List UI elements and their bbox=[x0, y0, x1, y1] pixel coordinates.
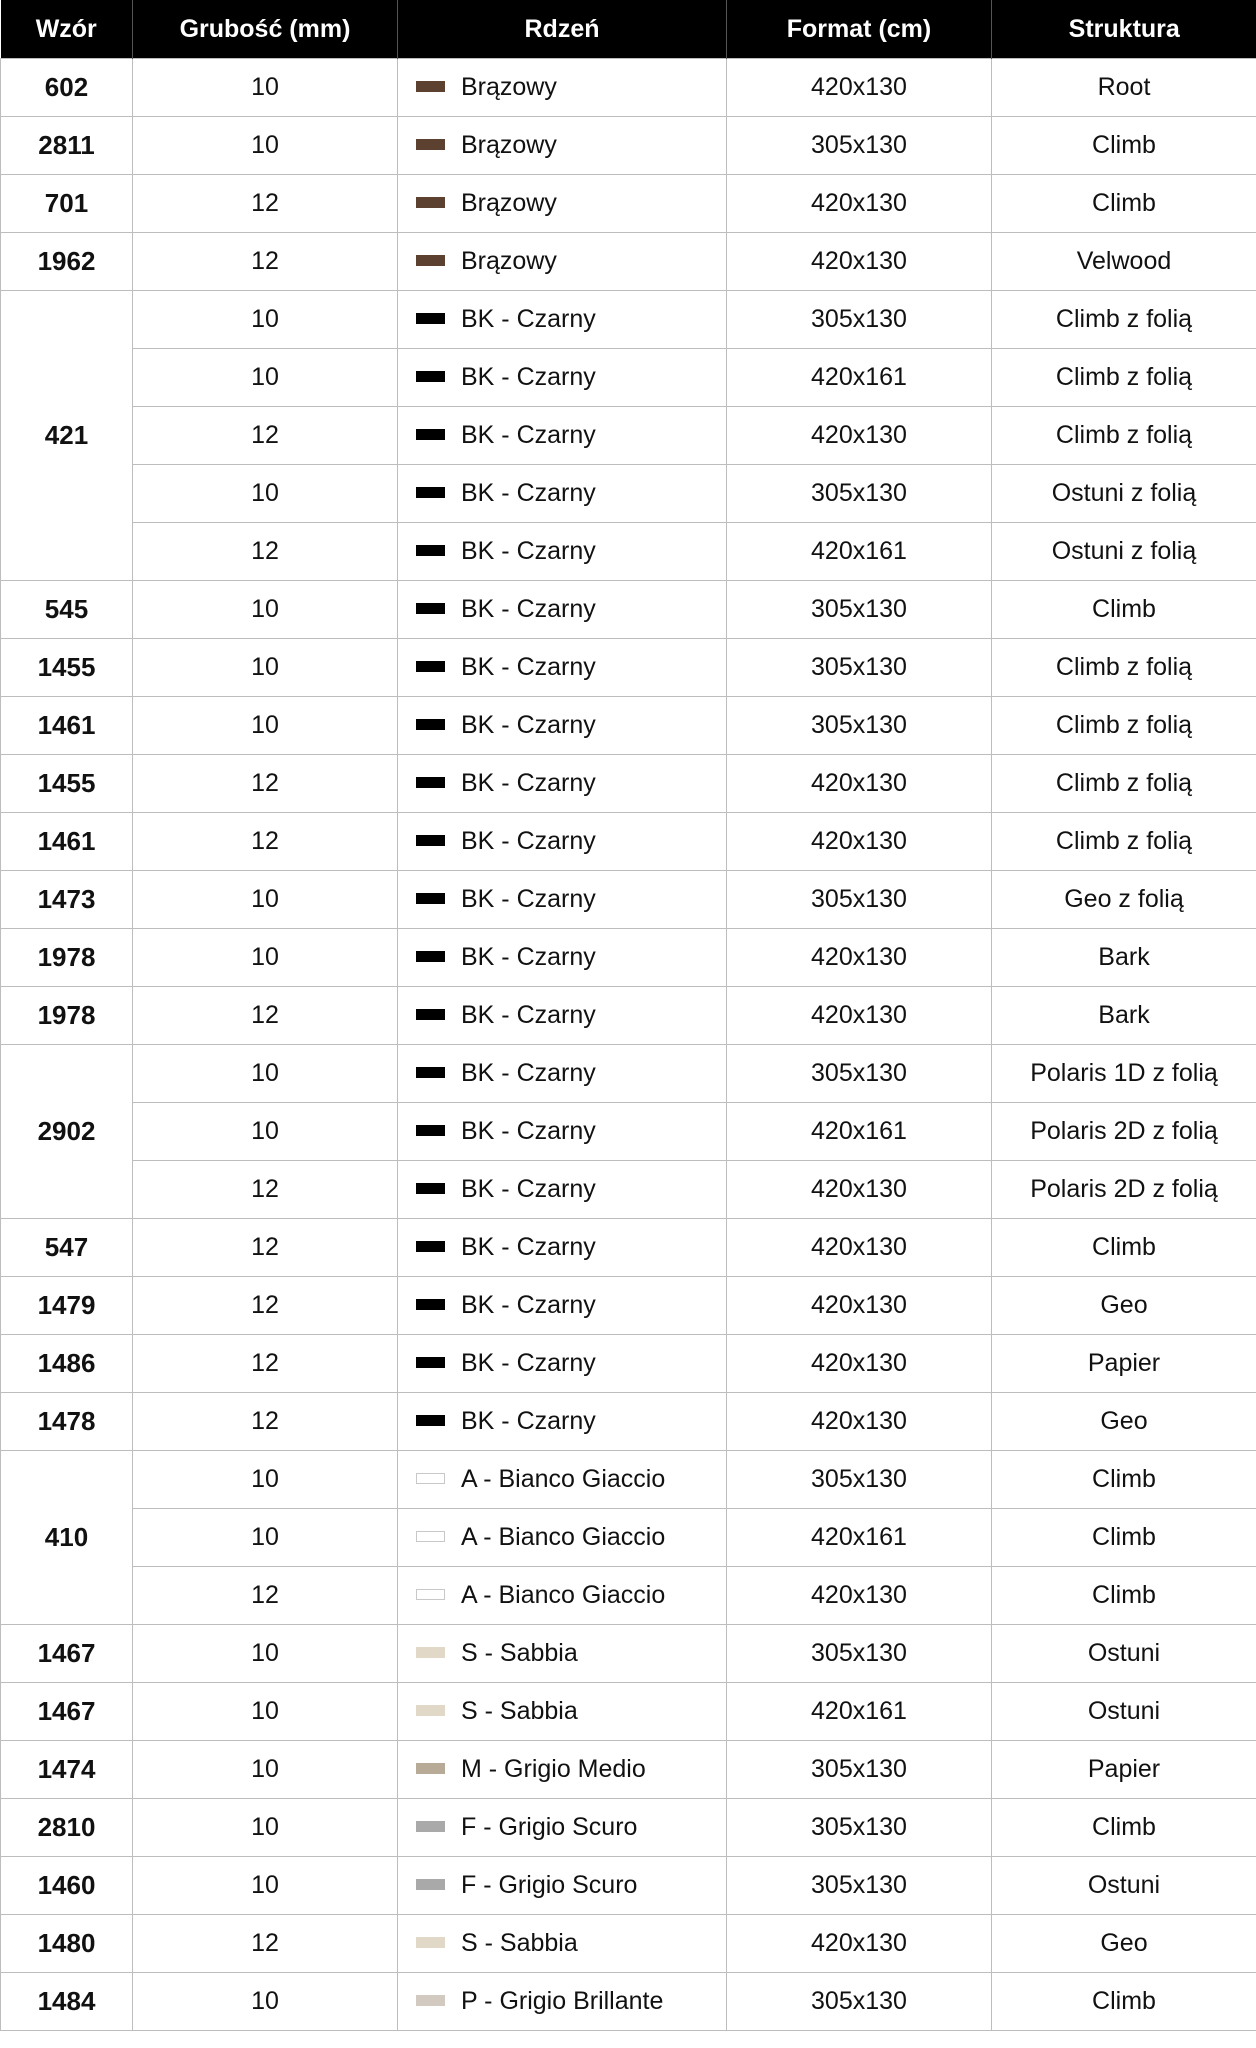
rdzen-cell bbox=[398, 465, 727, 523]
struktura-cell: Climb z folią bbox=[992, 407, 1256, 465]
grubosc-cell: 10 bbox=[133, 1045, 398, 1103]
table-row bbox=[1, 1625, 1256, 1683]
grubosc-cell: 10 bbox=[133, 929, 398, 987]
table-row bbox=[1, 1161, 1256, 1219]
grubosc-cell: 10 bbox=[133, 639, 398, 697]
struktura-cell: Papier bbox=[992, 1335, 1256, 1393]
table-row bbox=[1, 1277, 1256, 1335]
struktura-cell: Climb z folią bbox=[992, 291, 1256, 349]
wzor-cell: 1978 bbox=[1, 987, 133, 1045]
rdzen-label: BK - Czarny bbox=[461, 1175, 596, 1203]
rdzen-label: Brązowy bbox=[461, 189, 557, 217]
wzor-cell: 1461 bbox=[1, 697, 133, 755]
format-cell: 420x130 bbox=[727, 929, 992, 987]
core-color-swatch bbox=[416, 1879, 445, 1890]
struktura-cell: Polaris 1D z folią bbox=[992, 1045, 1256, 1103]
struktura-cell: Climb bbox=[992, 1509, 1256, 1567]
wzor-cell: 1480 bbox=[1, 1915, 133, 1973]
table-row bbox=[1, 523, 1256, 581]
core-color-swatch bbox=[416, 1705, 445, 1716]
grubosc-cell: 10 bbox=[133, 349, 398, 407]
core-color-swatch bbox=[416, 487, 445, 498]
format-cell: 305x130 bbox=[727, 1799, 992, 1857]
format-cell: 305x130 bbox=[727, 117, 992, 175]
grubosc-cell: 12 bbox=[133, 813, 398, 871]
struktura-cell: Climb z folią bbox=[992, 813, 1256, 871]
format-cell: 420x161 bbox=[727, 1683, 992, 1741]
format-cell: 305x130 bbox=[727, 1451, 992, 1509]
table-row bbox=[1, 1103, 1256, 1161]
wzor-cell: 1978 bbox=[1, 929, 133, 987]
rdzen-cell bbox=[398, 1277, 727, 1335]
core-color-swatch bbox=[416, 1125, 445, 1136]
rdzen-cell bbox=[398, 1857, 727, 1915]
struktura-cell: Ostuni z folią bbox=[992, 465, 1256, 523]
struktura-cell: Papier bbox=[992, 1741, 1256, 1799]
core-color-swatch bbox=[416, 1183, 445, 1194]
rdzen-label: A - Bianco Giaccio bbox=[461, 1523, 666, 1551]
table-row bbox=[1, 117, 1256, 175]
format-cell: 305x130 bbox=[727, 1741, 992, 1799]
rdzen-label: S - Sabbia bbox=[461, 1697, 578, 1725]
format-cell: 420x161 bbox=[727, 1509, 992, 1567]
grubosc-cell: 10 bbox=[133, 1973, 398, 2031]
table-row bbox=[1, 813, 1256, 871]
table-row bbox=[1, 1567, 1256, 1625]
rdzen-label: BK - Czarny bbox=[461, 1291, 596, 1319]
struktura-cell: Ostuni bbox=[992, 1683, 1256, 1741]
table-row bbox=[1, 1799, 1256, 1857]
grubosc-cell: 10 bbox=[133, 1799, 398, 1857]
struktura-cell: Ostuni bbox=[992, 1625, 1256, 1683]
grubosc-cell: 12 bbox=[133, 1219, 398, 1277]
core-color-swatch bbox=[416, 371, 445, 382]
table-row bbox=[1, 175, 1256, 233]
format-cell: 305x130 bbox=[727, 1625, 992, 1683]
rdzen-cell bbox=[398, 813, 727, 871]
core-color-swatch bbox=[416, 313, 445, 324]
header-row bbox=[1, 0, 1256, 59]
struktura-cell: Polaris 2D z folią bbox=[992, 1161, 1256, 1219]
struktura-cell: Climb z folią bbox=[992, 755, 1256, 813]
grubosc-cell: 12 bbox=[133, 1567, 398, 1625]
rdzen-label: BK - Czarny bbox=[461, 1233, 596, 1261]
rdzen-cell bbox=[398, 755, 727, 813]
format-cell: 305x130 bbox=[727, 1973, 992, 2031]
rdzen-label: BK - Czarny bbox=[461, 363, 596, 391]
grubosc-cell: 12 bbox=[133, 523, 398, 581]
grubosc-cell: 12 bbox=[133, 987, 398, 1045]
rdzen-label: BK - Czarny bbox=[461, 1001, 596, 1029]
wzor-cell: 2811 bbox=[1, 117, 133, 175]
header-wzor: Wzór bbox=[1, 0, 133, 59]
rdzen-label: A - Bianco Giaccio bbox=[461, 1581, 666, 1609]
table-row bbox=[1, 407, 1256, 465]
rdzen-cell bbox=[398, 1799, 727, 1857]
struktura-cell: Climb bbox=[992, 1973, 1256, 2031]
core-color-swatch bbox=[416, 1299, 445, 1310]
core-color-swatch bbox=[416, 139, 445, 150]
wzor-cell: 602 bbox=[1, 59, 133, 117]
table-row bbox=[1, 1741, 1256, 1799]
struktura-cell: Climb bbox=[992, 1451, 1256, 1509]
wzor-cell: 547 bbox=[1, 1219, 133, 1277]
struktura-cell: Geo bbox=[992, 1915, 1256, 1973]
grubosc-cell: 12 bbox=[133, 1277, 398, 1335]
format-cell: 420x130 bbox=[727, 1277, 992, 1335]
wzor-cell: 410 bbox=[1, 1451, 133, 1625]
struktura-cell: Climb bbox=[992, 1219, 1256, 1277]
rdzen-cell bbox=[398, 987, 727, 1045]
rdzen-label: BK - Czarny bbox=[461, 537, 596, 565]
table-row bbox=[1, 1045, 1256, 1103]
header-grubosc: Grubość (mm) bbox=[133, 0, 398, 59]
grubosc-cell: 10 bbox=[133, 697, 398, 755]
struktura-cell: Climb bbox=[992, 581, 1256, 639]
table-row bbox=[1, 349, 1256, 407]
rdzen-cell bbox=[398, 697, 727, 755]
format-cell: 420x130 bbox=[727, 755, 992, 813]
core-color-swatch bbox=[416, 603, 445, 614]
wzor-cell: 1478 bbox=[1, 1393, 133, 1451]
rdzen-label: BK - Czarny bbox=[461, 1407, 596, 1435]
core-color-swatch bbox=[416, 545, 445, 556]
rdzen-label: BK - Czarny bbox=[461, 1059, 596, 1087]
rdzen-cell bbox=[398, 1683, 727, 1741]
rdzen-cell bbox=[398, 1103, 727, 1161]
rdzen-label: F - Grigio Scuro bbox=[461, 1871, 638, 1899]
grubosc-cell: 10 bbox=[133, 465, 398, 523]
format-cell: 305x130 bbox=[727, 1045, 992, 1103]
core-color-swatch bbox=[416, 1589, 445, 1600]
wzor-cell: 1460 bbox=[1, 1857, 133, 1915]
rdzen-label: BK - Czarny bbox=[461, 885, 596, 913]
rdzen-cell bbox=[398, 233, 727, 291]
wzor-cell: 1455 bbox=[1, 639, 133, 697]
format-cell: 420x130 bbox=[727, 1161, 992, 1219]
rdzen-label: BK - Czarny bbox=[461, 595, 596, 623]
rdzen-label: BK - Czarny bbox=[461, 943, 596, 971]
format-cell: 420x130 bbox=[727, 175, 992, 233]
format-cell: 420x130 bbox=[727, 987, 992, 1045]
core-color-swatch bbox=[416, 1531, 445, 1542]
wzor-cell: 1486 bbox=[1, 1335, 133, 1393]
wzor-cell: 2902 bbox=[1, 1045, 133, 1219]
core-color-swatch bbox=[416, 1473, 445, 1484]
struktura-cell: Climb bbox=[992, 1567, 1256, 1625]
format-cell: 420x130 bbox=[727, 1567, 992, 1625]
rdzen-cell bbox=[398, 59, 727, 117]
rdzen-cell bbox=[398, 581, 727, 639]
grubosc-cell: 10 bbox=[133, 871, 398, 929]
table-row bbox=[1, 1915, 1256, 1973]
rdzen-label: BK - Czarny bbox=[461, 711, 596, 739]
core-color-swatch bbox=[416, 1995, 445, 2006]
table-row bbox=[1, 1393, 1256, 1451]
wzor-cell: 1461 bbox=[1, 813, 133, 871]
core-color-swatch bbox=[416, 255, 445, 266]
grubosc-cell: 12 bbox=[133, 1335, 398, 1393]
rdzen-cell bbox=[398, 929, 727, 987]
core-color-swatch bbox=[416, 1763, 445, 1774]
rdzen-cell bbox=[398, 1219, 727, 1277]
format-cell: 305x130 bbox=[727, 697, 992, 755]
rdzen-cell bbox=[398, 1335, 727, 1393]
rdzen-cell bbox=[398, 639, 727, 697]
wzor-cell: 1479 bbox=[1, 1277, 133, 1335]
format-cell: 305x130 bbox=[727, 291, 992, 349]
core-color-swatch bbox=[416, 661, 445, 672]
struktura-cell: Bark bbox=[992, 987, 1256, 1045]
table-row bbox=[1, 1509, 1256, 1567]
rdzen-cell bbox=[398, 1509, 727, 1567]
table-row bbox=[1, 581, 1256, 639]
format-cell: 420x161 bbox=[727, 523, 992, 581]
header-struktura: Struktura bbox=[992, 0, 1256, 59]
struktura-cell: Polaris 2D z folią bbox=[992, 1103, 1256, 1161]
table-row bbox=[1, 1857, 1256, 1915]
rdzen-cell bbox=[398, 1393, 727, 1451]
rdzen-cell bbox=[398, 1045, 727, 1103]
grubosc-cell: 12 bbox=[133, 1915, 398, 1973]
core-color-swatch bbox=[416, 1241, 445, 1252]
rdzen-label: Brązowy bbox=[461, 247, 557, 275]
core-color-swatch bbox=[416, 719, 445, 730]
rdzen-cell bbox=[398, 1567, 727, 1625]
table-row bbox=[1, 871, 1256, 929]
struktura-cell: Ostuni z folią bbox=[992, 523, 1256, 581]
wzor-cell: 1455 bbox=[1, 755, 133, 813]
table-row bbox=[1, 1683, 1256, 1741]
struktura-cell: Root bbox=[992, 59, 1256, 117]
table-body bbox=[1, 59, 1256, 2031]
struktura-cell: Climb z folią bbox=[992, 697, 1256, 755]
format-cell: 420x130 bbox=[727, 1219, 992, 1277]
struktura-cell: Velwood bbox=[992, 233, 1256, 291]
wzor-cell: 1467 bbox=[1, 1625, 133, 1683]
struktura-cell: Geo bbox=[992, 1393, 1256, 1451]
wzor-cell: 1467 bbox=[1, 1683, 133, 1741]
header-rdzen: Rdzeń bbox=[398, 0, 727, 59]
rdzen-label: S - Sabbia bbox=[461, 1639, 578, 1667]
rdzen-label: BK - Czarny bbox=[461, 653, 596, 681]
wzor-cell: 1473 bbox=[1, 871, 133, 929]
grubosc-cell: 10 bbox=[133, 1103, 398, 1161]
core-color-swatch bbox=[416, 1647, 445, 1658]
table-row bbox=[1, 233, 1256, 291]
format-cell: 305x130 bbox=[727, 581, 992, 639]
rdzen-cell bbox=[398, 1625, 727, 1683]
table-row bbox=[1, 59, 1256, 117]
format-cell: 420x130 bbox=[727, 233, 992, 291]
format-cell: 420x130 bbox=[727, 407, 992, 465]
rdzen-cell bbox=[398, 1451, 727, 1509]
core-color-swatch bbox=[416, 835, 445, 846]
format-cell: 305x130 bbox=[727, 871, 992, 929]
struktura-cell: Bark bbox=[992, 929, 1256, 987]
struktura-cell: Climb z folią bbox=[992, 349, 1256, 407]
wzor-cell: 545 bbox=[1, 581, 133, 639]
table-row bbox=[1, 1973, 1256, 2031]
core-color-swatch bbox=[416, 1415, 445, 1426]
core-color-swatch bbox=[416, 1357, 445, 1368]
struktura-cell: Climb bbox=[992, 175, 1256, 233]
grubosc-cell: 10 bbox=[133, 117, 398, 175]
table-row bbox=[1, 697, 1256, 755]
rdzen-label: A - Bianco Giaccio bbox=[461, 1465, 666, 1493]
rdzen-cell bbox=[398, 1741, 727, 1799]
grubosc-cell: 12 bbox=[133, 1393, 398, 1451]
rdzen-cell bbox=[398, 117, 727, 175]
core-color-swatch bbox=[416, 893, 445, 904]
rdzen-cell bbox=[398, 1915, 727, 1973]
wzor-cell: 1474 bbox=[1, 1741, 133, 1799]
struktura-cell: Climb z folią bbox=[992, 639, 1256, 697]
table-row bbox=[1, 639, 1256, 697]
rdzen-cell bbox=[398, 175, 727, 233]
rdzen-cell bbox=[398, 871, 727, 929]
core-color-swatch bbox=[416, 197, 445, 208]
grubosc-cell: 12 bbox=[133, 1161, 398, 1219]
format-cell: 420x130 bbox=[727, 1915, 992, 1973]
struktura-cell: Climb bbox=[992, 117, 1256, 175]
grubosc-cell: 10 bbox=[133, 1625, 398, 1683]
struktura-cell: Ostuni bbox=[992, 1857, 1256, 1915]
core-color-swatch bbox=[416, 777, 445, 788]
table-row bbox=[1, 291, 1256, 349]
table-row bbox=[1, 1451, 1256, 1509]
grubosc-cell: 10 bbox=[133, 59, 398, 117]
core-color-swatch bbox=[416, 1821, 445, 1832]
core-color-swatch bbox=[416, 429, 445, 440]
grubosc-cell: 10 bbox=[133, 581, 398, 639]
format-cell: 305x130 bbox=[727, 1857, 992, 1915]
table-row bbox=[1, 929, 1256, 987]
core-color-swatch bbox=[416, 81, 445, 92]
struktura-cell: Geo z folią bbox=[992, 871, 1256, 929]
grubosc-cell: 10 bbox=[133, 1451, 398, 1509]
format-cell: 420x161 bbox=[727, 1103, 992, 1161]
table-row bbox=[1, 1335, 1256, 1393]
rdzen-cell bbox=[398, 1973, 727, 2031]
core-color-swatch bbox=[416, 1067, 445, 1078]
grubosc-cell: 10 bbox=[133, 1683, 398, 1741]
core-color-swatch bbox=[416, 1937, 445, 1948]
table-row bbox=[1, 755, 1256, 813]
grubosc-cell: 12 bbox=[133, 233, 398, 291]
rdzen-label: BK - Czarny bbox=[461, 479, 596, 507]
wzor-cell: 1962 bbox=[1, 233, 133, 291]
grubosc-cell: 12 bbox=[133, 175, 398, 233]
rdzen-label: Brązowy bbox=[461, 73, 557, 101]
wzor-cell: 2810 bbox=[1, 1799, 133, 1857]
table-row bbox=[1, 465, 1256, 523]
rdzen-label: BK - Czarny bbox=[461, 1349, 596, 1377]
format-cell: 305x130 bbox=[727, 639, 992, 697]
grubosc-cell: 10 bbox=[133, 291, 398, 349]
core-color-swatch bbox=[416, 951, 445, 962]
format-cell: 420x130 bbox=[727, 59, 992, 117]
wzor-cell: 1484 bbox=[1, 1973, 133, 2031]
format-cell: 305x130 bbox=[727, 465, 992, 523]
core-color-swatch bbox=[416, 1009, 445, 1020]
wzor-cell: 701 bbox=[1, 175, 133, 233]
format-cell: 420x130 bbox=[727, 1393, 992, 1451]
rdzen-label: S - Sabbia bbox=[461, 1929, 578, 1957]
struktura-cell: Geo bbox=[992, 1277, 1256, 1335]
grubosc-cell: 12 bbox=[133, 407, 398, 465]
rdzen-cell bbox=[398, 523, 727, 581]
rdzen-label: M - Grigio Medio bbox=[461, 1755, 646, 1783]
header-format: Format (cm) bbox=[727, 0, 992, 59]
rdzen-cell bbox=[398, 291, 727, 349]
rdzen-label: BK - Czarny bbox=[461, 827, 596, 855]
rdzen-label: P - Grigio Brillante bbox=[461, 1987, 664, 2015]
rdzen-label: BK - Czarny bbox=[461, 1117, 596, 1145]
rdzen-label: BK - Czarny bbox=[461, 421, 596, 449]
rdzen-label: BK - Czarny bbox=[461, 305, 596, 333]
wzor-cell: 421 bbox=[1, 291, 133, 581]
rdzen-label: F - Grigio Scuro bbox=[461, 1813, 638, 1841]
table-row bbox=[1, 987, 1256, 1045]
grubosc-cell: 12 bbox=[133, 755, 398, 813]
format-cell: 420x130 bbox=[727, 813, 992, 871]
rdzen-cell bbox=[398, 1161, 727, 1219]
rdzen-label: Brązowy bbox=[461, 131, 557, 159]
format-cell: 420x130 bbox=[727, 1335, 992, 1393]
rdzen-cell bbox=[398, 349, 727, 407]
format-cell: 420x161 bbox=[727, 349, 992, 407]
table-row bbox=[1, 1219, 1256, 1277]
grubosc-cell: 10 bbox=[133, 1509, 398, 1567]
table-header bbox=[1, 0, 1256, 59]
rdzen-label: BK - Czarny bbox=[461, 769, 596, 797]
struktura-cell: Climb bbox=[992, 1799, 1256, 1857]
rdzen-cell bbox=[398, 407, 727, 465]
grubosc-cell: 10 bbox=[133, 1741, 398, 1799]
grubosc-cell: 10 bbox=[133, 1857, 398, 1915]
